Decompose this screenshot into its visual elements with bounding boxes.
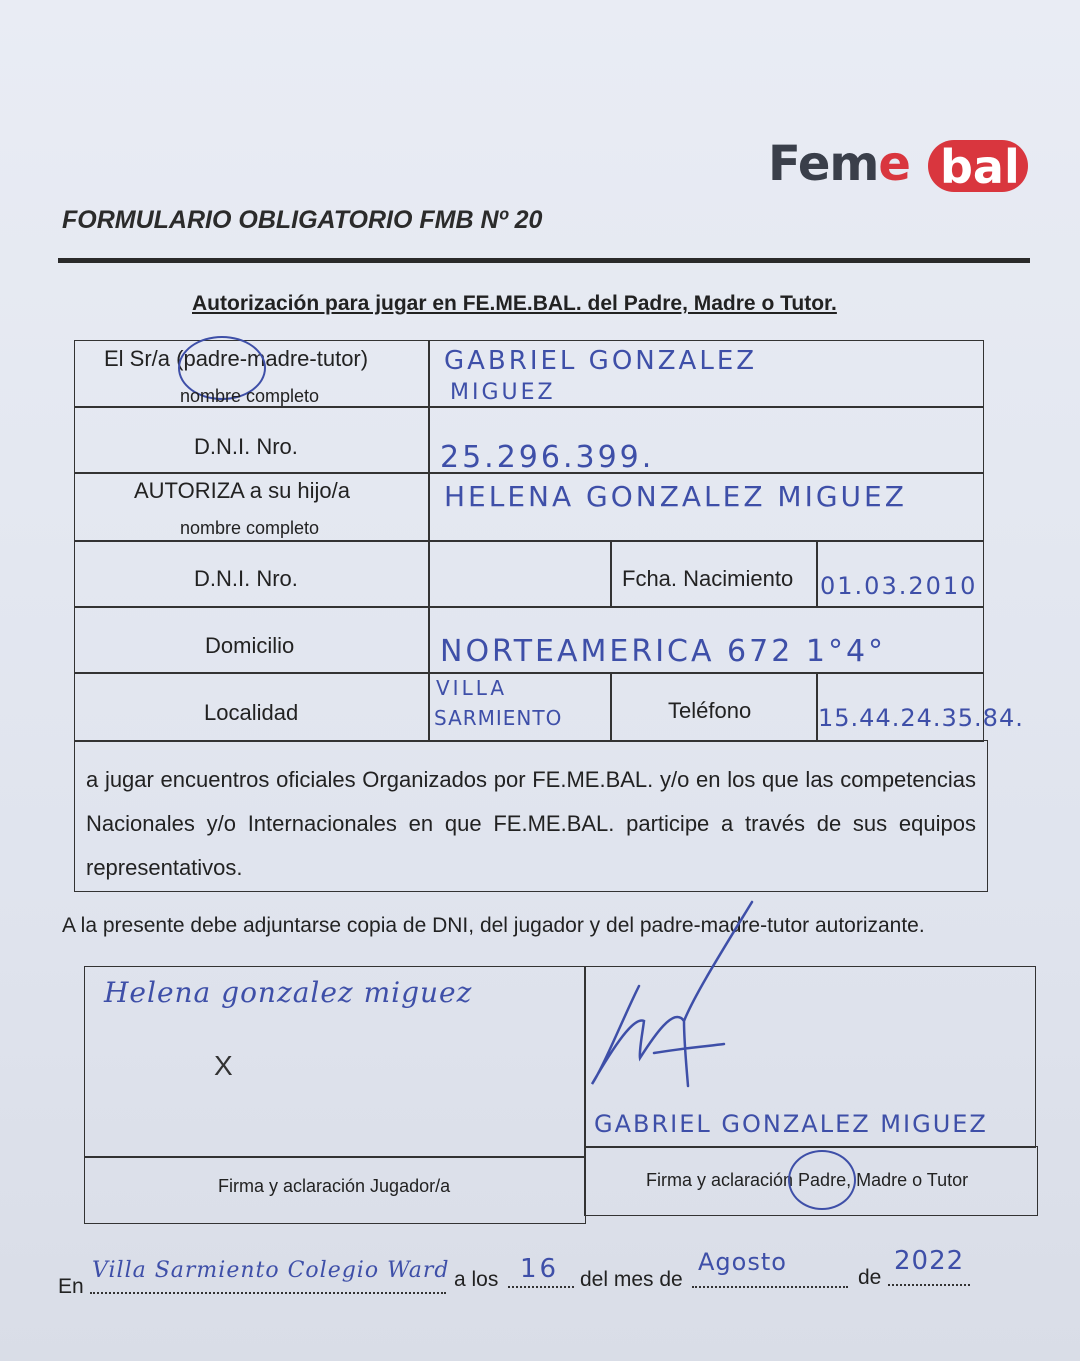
femebal-logo <box>768 136 1028 196</box>
locality-value-line1: VILLA <box>436 676 508 700</box>
cell-child-dni-value[interactable] <box>428 540 612 608</box>
form-title: FORMULARIO OBLIGATORIO FMB Nº 20 <box>62 206 543 234</box>
padre-circle-mark-2 <box>788 1150 856 1210</box>
birth-date-label: Fcha. Nacimiento <box>622 566 794 591</box>
parent-dni-value: 25.296.399. <box>440 440 655 475</box>
logo-text-fem: Fem <box>768 136 879 192</box>
guardian-signature-caption: Firma y aclaración Padre, Madre o Tutor <box>646 1170 969 1190</box>
footer-en-label: En <box>58 1275 84 1298</box>
footer-place: Villa Sarmiento Colegio Ward <box>92 1258 450 1283</box>
player-signature-caption: Firma y aclaración Jugador/a <box>218 1176 451 1196</box>
footer-day: 16 <box>520 1254 560 1284</box>
phone-label: Teléfono <box>668 698 752 723</box>
child-label: AUTORIZA a su hijo/a <box>134 478 351 503</box>
footer-de-label: de <box>858 1266 882 1289</box>
footer-a-los-label: a los <box>454 1268 499 1291</box>
dots-year <box>888 1284 970 1286</box>
dots-month <box>692 1286 848 1288</box>
parent-label: El Sr/a (padre-madre-tutor) <box>104 346 369 371</box>
dots-place <box>90 1292 446 1294</box>
logo-pill <box>928 140 1028 192</box>
dots-day <box>508 1286 574 1288</box>
parent-dni-label: D.N.I. Nro. <box>194 434 298 459</box>
logo-text-bal: bal <box>940 140 1020 194</box>
child-name-value: HELENA GONZALEZ MIGUEZ <box>444 480 907 513</box>
parent-sublabel: nombre completo <box>180 386 320 406</box>
birth-date-value: 01.03.2010 <box>820 572 978 600</box>
parent-name-line1: GABRIEL GONZALEZ <box>444 346 758 376</box>
footer-mes-label: del mes de <box>580 1268 683 1291</box>
authorization-paragraph: a jugar encuentros oficiales Organizados por FE.ME.BAL. y/o en los que las competencias Nacionales y/o Internacionales en que FE.ME.BAL. participe a través de sus equipos representativos. <box>86 767 976 880</box>
footer-month: Agosto <box>698 1248 787 1276</box>
logo-text-e: e <box>878 136 910 192</box>
player-handwritten-name: Helena gonzalez miguez <box>104 976 473 1009</box>
locality-value-line2: SARMIENTO <box>434 706 563 730</box>
guardian-handwritten-name: GABRIEL GONZALEZ MIGUEZ <box>594 1110 988 1138</box>
player-signature-mark: X <box>214 1050 233 1081</box>
address-label: Domicilio <box>205 633 295 658</box>
footer-year: 2022 <box>894 1246 965 1276</box>
child-dni-label: D.N.I. Nro. <box>194 566 298 591</box>
child-sublabel: nombre completo <box>180 518 320 538</box>
title-rule <box>58 258 1030 263</box>
attachment-note: A la presente debe adjuntarse copia de DNI, del jugador y del padre-madre-tutor autorizante. <box>62 914 925 937</box>
locality-label: Localidad <box>204 700 299 725</box>
parent-name-line2: MIGUEZ <box>450 380 556 405</box>
phone-value: 15.44.24.35.84. <box>818 704 1024 732</box>
guardian-signature <box>584 896 764 1096</box>
address-value: NORTEAMERICA 672 1°4° <box>440 634 887 669</box>
form-subtitle: Autorización para jugar en FE.ME.BAL. del Padre, Madre o Tutor. <box>192 292 837 315</box>
